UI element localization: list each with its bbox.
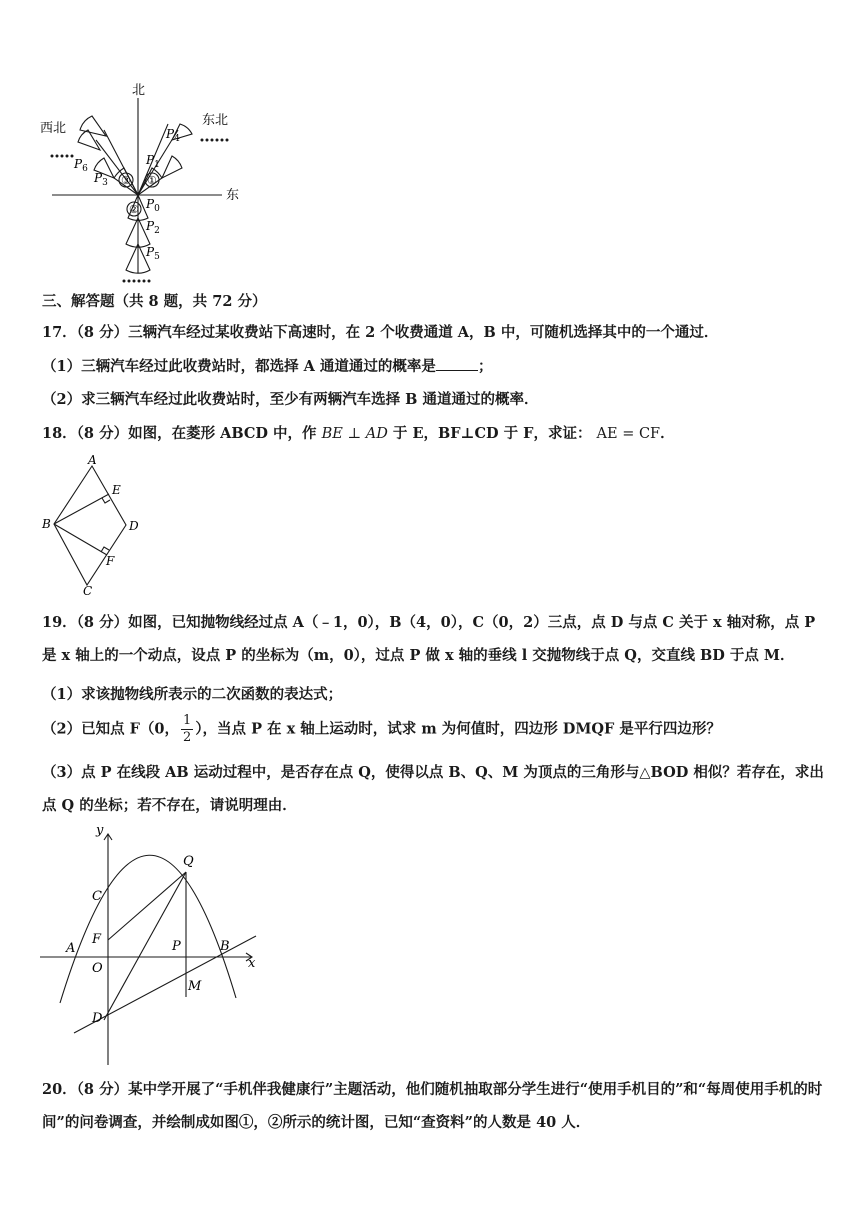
rhombus-label-d: D <box>129 519 139 533</box>
q18-stem-b: 于 E，BF⊥CD 于 F，求证： <box>392 425 592 442</box>
region-1-label: ① <box>147 174 157 187</box>
northeast-label: 东北 <box>202 113 229 128</box>
point-label-d: D <box>92 1011 103 1026</box>
rhombus-label-a: A <box>88 454 97 467</box>
q19-part1: （1）求该抛物线所表示的二次函数的表达式； <box>42 686 343 703</box>
q18-stem-a: 18．（8 分）如图，在菱形 ABCD 中，作 <box>42 425 317 442</box>
p4-label: $P_4$ <box>166 127 180 144</box>
q20-stem: 20．（8 分）某中学开展了“手机伴我健康行”主题活动，他们随机抽取部分学生进行“使用手机目的”和“每周使用手机的时间”的问卷调查，并绘制成如图①，②所示的统计图，已知“查资料”的人数是 40 人． <box>42 1081 823 1131</box>
north-label: 北 <box>132 83 146 98</box>
p0-label: $P_0$ <box>146 197 160 214</box>
answer-blank[interactable] <box>436 356 478 371</box>
rhombus-label-f: F <box>106 554 115 568</box>
compass-figure <box>40 78 255 288</box>
region-3-label: ③ <box>121 174 131 187</box>
section-heading: 三、解答题（共 8 题，共 72 分） <box>42 293 267 310</box>
q17-part2: （2）求三辆汽车经过此收费站时，至少有两辆汽车选择 B 通道通过的概率． <box>42 391 539 408</box>
rhombus-label-c: C <box>83 584 93 596</box>
point-label-c: C <box>92 889 102 904</box>
east-label: 东 <box>226 188 240 203</box>
point-label-m: M <box>188 979 202 994</box>
region-2-label: ② <box>129 203 139 216</box>
p6-label: $P_6$ <box>74 157 88 174</box>
q17-part1 <box>42 355 492 376</box>
fraction-one-half: $\frac{1}{2}$ <box>183 713 192 745</box>
p5-label: $P_5$ <box>146 245 160 262</box>
point-label-q: Q <box>183 854 194 869</box>
q19-part2-b: ），当点 P 在 x 轴上运动时，试求 m 为何值时，四边形 DMQF 是平行四边形？ <box>195 720 721 738</box>
q18-math-be-perp-ad: BE ⊥ AD <box>321 426 388 442</box>
point-label-b: B <box>220 939 230 954</box>
parabola-figure <box>38 820 268 1070</box>
point-label-f: F <box>92 932 102 947</box>
rhombus-label-e: E <box>112 483 121 497</box>
rhombus-label-b: B <box>42 517 51 531</box>
p2-label: $P_2$ <box>146 219 160 236</box>
q18-stem-c: ． <box>660 425 675 442</box>
q17-part1-end: ； <box>477 358 493 375</box>
p1-label: $P_1$ <box>146 153 160 170</box>
q19-stem: 19．（8 分）如图，已知抛物线经过点 A（﹣1，0），B（4，0），C（0，2）三点，点 D 与点 C 关于 x 轴对称，点 P 是 x 轴上的一个动点，设点 P 的坐标为（m，0），过点 P 做 x 轴的垂线 l 交抛物线于点 Q，交直线 BD 于点 M． <box>42 614 816 664</box>
q19-part2-a: （2）已知点 F（0， <box>42 720 180 738</box>
axis-label-y: y <box>96 823 104 838</box>
q17-part1-text: （1）三辆汽车经过此收费站时，都选择 A 通道通过的概率是 <box>42 358 436 375</box>
point-label-a: A <box>66 941 76 956</box>
q19-part3: （3）点 P 在线段 AB 运动过程中，是否存在点 Q，使得以点 B、Q、M 为顶点的三角形与△BOD 相似？若存在，求出点 Q 的坐标；若不存在，请说明理由． <box>42 764 824 814</box>
point-label-p: P <box>172 939 181 954</box>
rhombus-figure <box>38 454 148 596</box>
point-label-o: O <box>92 961 103 976</box>
q18-math-ae-eq-cf: AE = CF <box>596 426 661 442</box>
q18-stem <box>42 422 675 443</box>
p3-label: $P_3$ <box>94 171 108 188</box>
northwest-label: 西北 <box>40 121 67 136</box>
q19-part2 <box>42 713 721 746</box>
q17-stem: 17．（8 分）三辆汽车经过某收费站下高速时，在 2 个收费通道 A，B 中，可随机选择其中的一个通过． <box>42 324 719 341</box>
axis-label-x: x <box>248 956 256 971</box>
